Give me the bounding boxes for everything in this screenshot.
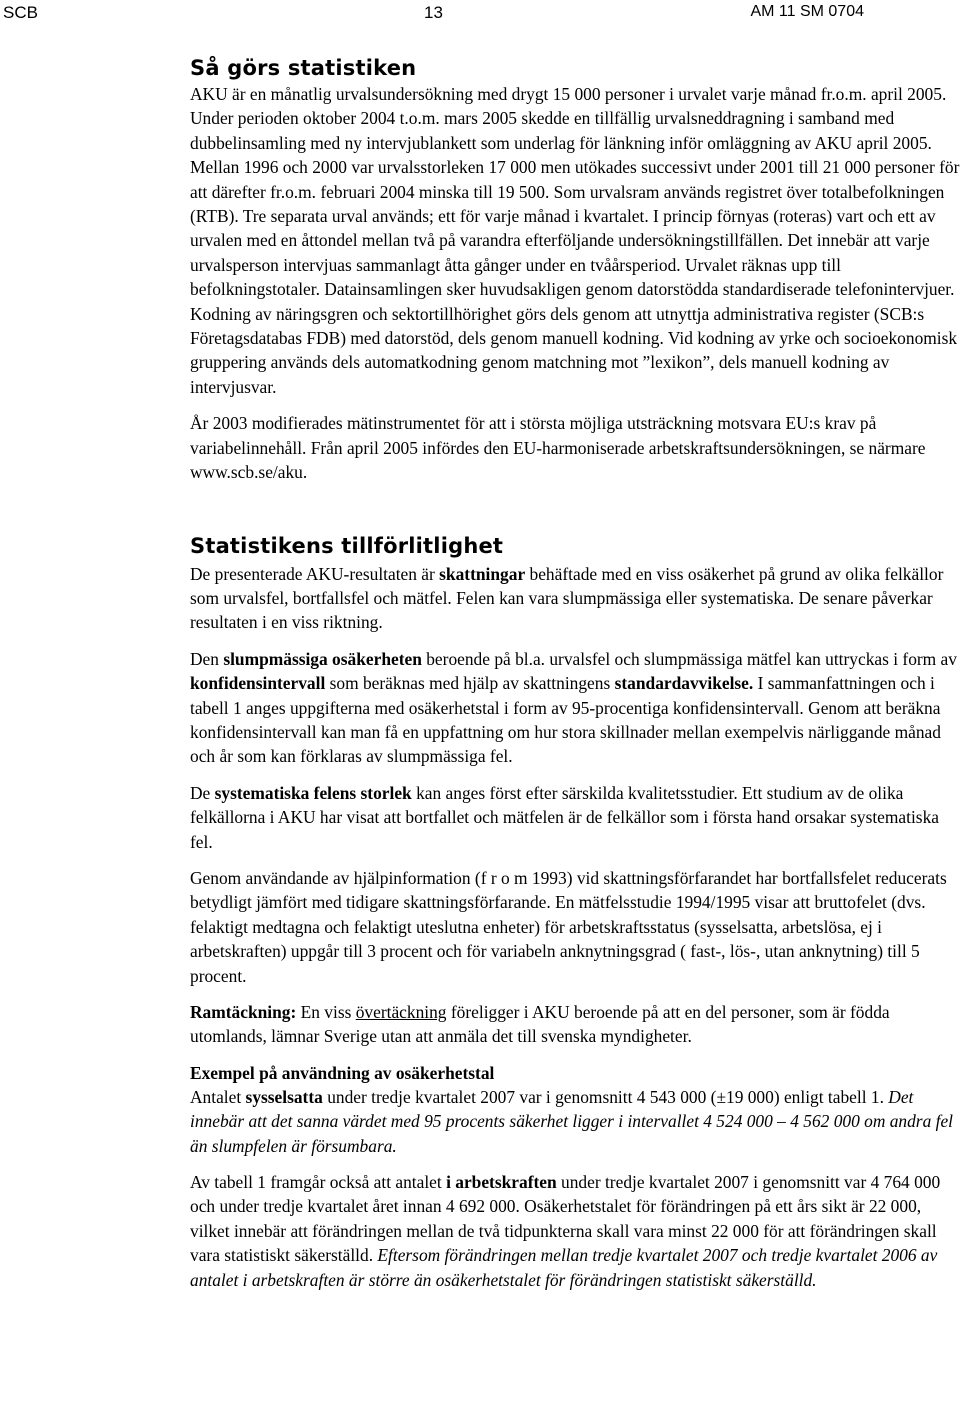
paragraph: Antalet sysselsatta under tredje kvartalet 2007 var i genomsnitt 4 543 000 (±19 000) enligt tabell 1. Det innebär att det sanna värdet med 95 procents säkerhet ligger i intervallet 4 524 000 – 4 562 000 om andra fel än slumpfelen är försumbara. [190, 1086, 954, 1156]
bold-term: skattningar [439, 563, 526, 584]
paragraph: De systematiska felens storlek kan anges först efter särskilda kvalitetsstudier. Ett studium av de olika felkällorna i AKU har visat att bortfallet och mätfelen är de felkällor som i första hand orsakar systematiska fel. [190, 782, 939, 852]
paragraph: Den slumpmässiga osäkerheten beroende på bl.a. urvalsfel och slumpmässiga mätfel kan uttryckas i form av konfidensintervall som beräknas med hjälp av skattningens standardavvikelse. I sammanfattningen och i tabell 1 anges uppgifterna med osäkerhetstal i form av 95-procentiga konfidensintervall. Genom att beräkna konfidensintervall kan man få en uppfattning om hur stora skillnader mellan exempelvis närliggande månad och år som kan förklaras av slumpmässiga fel. [190, 648, 957, 767]
page-header [0, 0, 960, 30]
document-body [190, 56, 960, 1292]
bold-term: sysselsatta [245, 1086, 323, 1107]
underlined-term: övertäckning [355, 1002, 447, 1022]
section-title: Så görs statistiken [190, 56, 417, 80]
section-reliability [190, 534, 960, 1293]
example-box [190, 1061, 960, 1292]
page-number: 13 [424, 3, 443, 22]
paragraph: De presenterade AKU-resultaten är skattningar behäftade med en viss osäkerhet på grund av olika felkällor som urvalsfel, bortfallsfel och mätfel. Felen kan vara slumpmässiga eller systematiska. De senare påverkar resultaten i en viss riktning. [190, 563, 944, 633]
bold-term: slumpmässiga osäkerheten [223, 648, 422, 669]
italic-text: Eftersom förändringen mellan tredje kvartalet 2007 och tredje kvartalet 2006 av antalet i arbetskraften är större än osäkerhetstalet för förändringen statistiskt säkerställd. [190, 1245, 938, 1290]
header-org: SCB [3, 3, 38, 22]
paragraph: År 2003 modifierades mätinstrumentet för att i största möjliga utsträckning motsvara EU:s krav på variabelinnehåll. Från april 2005 infördes den EU-harmoniserade arbetskraftsundersökningen, se närmare www.scb.se/aku. [190, 413, 926, 483]
section-title: Statistikens tillförlitlighet [190, 533, 504, 558]
bold-term: konfidensintervall [190, 673, 326, 694]
paragraph: Ramtäckning: En viss övertäckning föreligger i AKU beroende på att en del personer, som är födda utomlands, lämnar Sverige utan att anmäla det till svenska myndigheter. [190, 1002, 890, 1047]
header-doc-id: AM 11 SM 0704 [750, 3, 864, 20]
bold-term: i arbetskraften [446, 1172, 557, 1193]
italic-text: Det innebär att det sanna värdet med 95 procents säkerhet ligger i intervallet 4 524 000 – 4 562 000 om andra fel än slumpfelen är försumbara. [190, 1086, 954, 1156]
paragraph: AKU är en månatlig urvalsundersökning med drygt 15 000 personer i urvalet varje månad fr.o.m. april 2005. Under perioden oktober 2004 t.o.m. mars 2005 skedde en tillfällig urvalsneddragning i samband med dubbelinsamling med ny intervjublankett som underlag för länkning inför omläggning av AKU april 2005. Mellan 1996 och 2000 var urvalsstorleken 17 000 men utökades successivt under 2001 till 21 000 personer för att därefter fr.o.m. februari 2004 minska till 19 500. Som urvalsram används registret över totalbefolkningen (RTB). Tre separata urval används; ett för varje månad i kvartalet. I princip förnyas (roteras) vart och ett av urvalen med en åttondel mellan två på varandra efterföljande undersökningstillfällen. Det innebär att varje urvalsperson intervjuas sammanlagt åtta gånger under en tvåårsperiod. Urvalet räknas upp till befolkningstotaler. Datainsamlingen sker huvudsakligen genom datorstödda standardiserade telefonintervjuer. Kodning av näringsgren och sektortillhörighet görs dels genom att utnyttja administrativa register (SCB:s Företagsdatabas FDB) med datorstöd, dels genom manuell kodning. Vid kodning av yrke och socioekonomisk gruppering används dels automatkodning genom matchning mot ”lexikon”, dels manuell kodning av intervjusvar. [190, 84, 960, 397]
paragraph: Genom användande av hjälpinformation (f r o m 1993) vid skattningsförfarandet har bortfallsfelet reducerats betydligt jämfört med tidigare skattningsförfarande. En mätfelsstudie 1994/1995 visar att bruttofelet (dvs. felaktigt medtagna och felaktigt uteslutna enheter) för arbetskraftsstatus (sysselsatta, arbetslösa, ej i arbetskraften) uppgår till 3 procent och för variabeln anknytningsgrad ( fast-, lös-, utan anknytning) till 5 procent. [190, 867, 947, 986]
bold-term: Ramtäckning: [190, 1002, 297, 1022]
section-how-statistics-made [190, 56, 960, 485]
example-heading: Exempel på användning av osäkerhetstal [190, 1062, 495, 1083]
paragraph: Av tabell 1 framgår också att antalet i arbetskraften under tredje kvartalet 2007 i genomsnitt var 4 764 000 och under tredje kvartalet året innan 4 692 000. Osäkerhetstalet för förändringen på ett års sikt är 22 000, vilket innebär att förändringen mellan de två tidpunkterna skall vara minst 22 000 för att förändringen skall vara statistiskt säkerställd. Eftersom förändringen mellan tredje kvartalet 2007 och tredje kvartalet 2006 av antalet i arbetskraften är större än osäkerhetstalet för förändringen statistiskt säkerställd. [190, 1172, 941, 1290]
bold-term: systematiska felens storlek [214, 782, 412, 803]
bold-term: standardavvikelse. [614, 673, 754, 694]
